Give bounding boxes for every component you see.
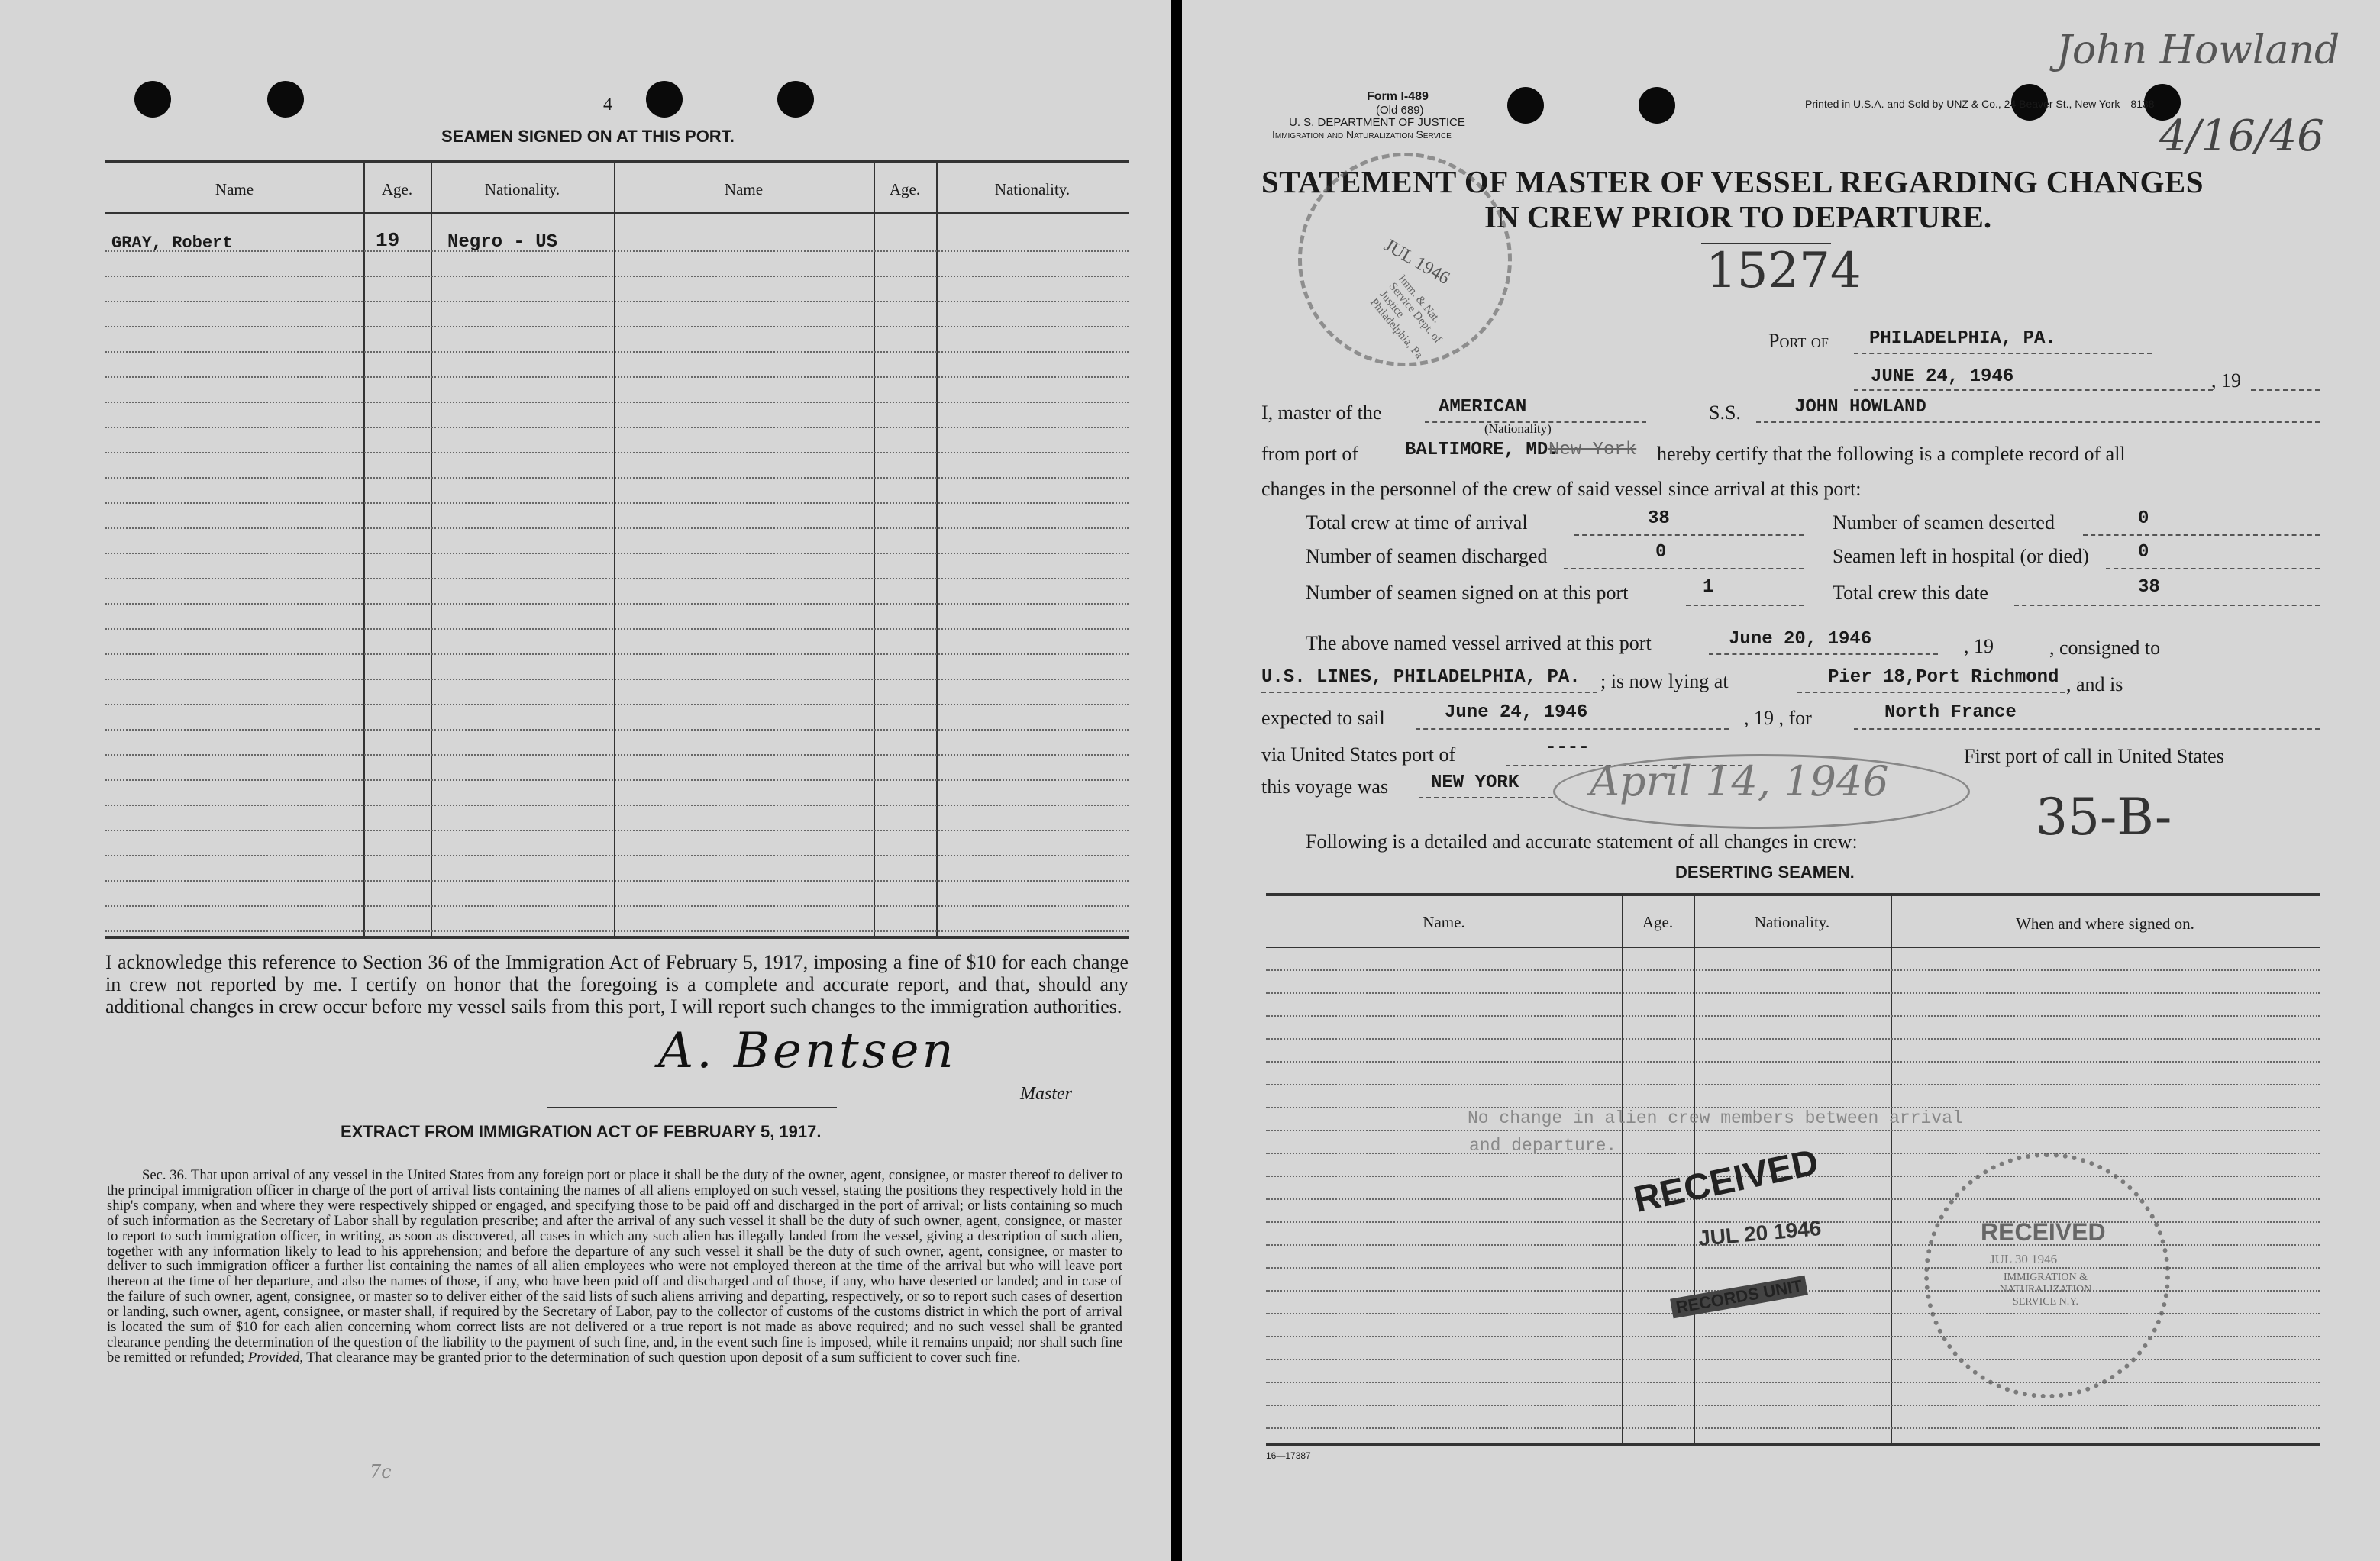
table-row-rule — [105, 578, 1129, 579]
handwritten-vessel-name: John Howland — [2056, 27, 2340, 73]
first-port-label: First port of call in United States — [1964, 745, 2224, 767]
punch-hole — [267, 81, 304, 118]
date-value: JUNE 24, 1946 — [1871, 366, 2014, 387]
hospital-label: Seamen left in hospital (or died) — [1833, 545, 2089, 567]
desert-table-row-rule — [1266, 1038, 2320, 1040]
total-arrival-value: 38 — [1648, 508, 1670, 529]
left-page — [0, 0, 1171, 1561]
consigned-label: , consigned to — [2049, 637, 2161, 659]
total-date-line — [2014, 605, 2320, 606]
signature-caption: Master — [1020, 1084, 1072, 1104]
date-suffix: , 19 — [2211, 369, 2241, 392]
seamen-signed-heading: SEAMEN SIGNED ON AT THIS PORT. — [441, 127, 735, 146]
signature-line — [547, 1107, 837, 1108]
table-row-rule — [105, 628, 1129, 630]
col-header-age: Age. — [381, 180, 413, 198]
extract-section: Sec. 36. — [142, 1167, 188, 1183]
col-header-nationality-2: Nationality. — [994, 180, 1071, 198]
date-line — [1854, 389, 2213, 391]
table-row-rule — [105, 452, 1129, 453]
no-change-note: No change in alien crew members between arrival — [1468, 1108, 1963, 1128]
circle-stamp-word: RECEIVED — [1981, 1218, 2106, 1246]
punch-hole — [777, 81, 814, 118]
deserted-line — [2083, 534, 2320, 536]
certify-text: hereby certify that the following is a complete record of all — [1657, 443, 2126, 465]
form-title-line2: IN CREW PRIOR TO DEPARTURE. — [1484, 199, 1992, 234]
desert-table-row-rule — [1266, 1336, 2320, 1337]
vessel-line — [1756, 421, 2320, 423]
desert-col-age: Age. — [1642, 913, 1674, 931]
table-row-rule — [105, 477, 1129, 479]
arrived-line — [1709, 653, 1938, 655]
for-value: North France — [1884, 702, 2017, 723]
deserted-label: Number of seamen deserted — [1833, 511, 2055, 534]
table-row-rule — [105, 527, 1129, 529]
for-line — [1854, 728, 2320, 730]
acknowledgement-text: I acknowledge this reference to Section 36 of the Immigration Act of February 5, 1917, imposing a fine of $10 for each change in crew not reported by me. I certify on honor that the foregoing is a complete and accurate report, and that, should any additional changes in crew occur before my vessel sails from this port, I will report such changes to the immigration authorities. — [105, 951, 1129, 1018]
table-row-rule — [105, 779, 1129, 781]
table-row-rule — [105, 427, 1129, 428]
port-label: Port of — [1768, 330, 1829, 352]
nationality-caption: (Nationality) — [1484, 421, 1552, 436]
table-row-rule — [105, 855, 1129, 856]
table-row-rule — [105, 805, 1129, 806]
col-header-nationality: Nationality. — [484, 180, 560, 198]
lying-label: ; is now lying at — [1600, 670, 1729, 692]
extract-title: EXTRACT FROM IMMIGRATION ACT OF FEBRUARY 5, 1917. — [341, 1122, 822, 1141]
from-port-struck: New York — [1548, 440, 1637, 460]
desert-table-row-rule — [1266, 1359, 2320, 1360]
following-text: Following is a detailed and accurate statement of all changes in crew: — [1306, 830, 1858, 853]
deserting-heading: DESERTING SEAMEN. — [1675, 863, 1855, 882]
table-row-rule — [105, 830, 1129, 831]
right-page — [1182, 0, 2380, 1561]
expected-line — [1416, 728, 1729, 730]
extract-body — [107, 1168, 1122, 1366]
footer-code: 16—17387 — [1266, 1450, 1311, 1461]
ss-label: S.S. — [1709, 402, 1741, 424]
desert-table-row-rule — [1266, 1405, 2320, 1406]
voyage-line — [1419, 797, 1553, 798]
arrived-year: , 19 — [1964, 635, 1994, 657]
file-number: 15274 — [1706, 243, 1862, 299]
master-signature: A. Bentsen — [658, 1023, 957, 1079]
handwritten-date: 4/16/46 — [2159, 111, 2324, 161]
table-row-rule — [105, 930, 1129, 932]
punch-hole — [1507, 87, 1544, 124]
desert-table-row-rule — [1266, 1198, 2320, 1200]
table-row-rule — [105, 905, 1129, 907]
from-port-value: BALTIMORE, MD. — [1405, 440, 1559, 460]
margin-code: 35-B- — [2036, 788, 2172, 847]
desert-col-nationality: Nationality. — [1754, 913, 1830, 931]
total-date-value: 38 — [2138, 577, 2160, 598]
page-number: 4 — [603, 95, 612, 114]
hospital-value: 0 — [2138, 542, 2149, 563]
table-row-rule — [105, 276, 1129, 277]
punch-hole — [646, 81, 683, 118]
total-arrival-label: Total crew at time of arrival — [1306, 511, 1528, 534]
desert-col-signed-on: When and where signed on. — [2016, 914, 2194, 933]
table-top-rule — [105, 160, 1129, 163]
desert-table-header-rule — [1266, 947, 2320, 948]
punch-hole — [1639, 87, 1675, 124]
received-stamp: RECEIVED — [1630, 1142, 1823, 1221]
table-row-age: 19 — [376, 229, 400, 252]
via-value: ---- — [1545, 737, 1590, 758]
desert-table-bottom-rule — [1266, 1443, 2320, 1446]
table-row-rule — [105, 326, 1129, 327]
table-row-rule — [105, 553, 1129, 554]
desert-table-row-rule — [1266, 1015, 2320, 1017]
printer-line: Printed in U.S.A. and Sold by UNZ & Co., 24 Beaver St., New York—8138 — [1805, 98, 2155, 110]
signed-on-label: Number of seamen signed on at this port — [1306, 582, 1629, 604]
received-date: JUL 20 1946 — [1697, 1216, 1823, 1250]
desert-table-row-rule — [1266, 1427, 2320, 1429]
table-row-rule — [105, 603, 1129, 605]
punch-hole — [134, 81, 171, 118]
signed-on-value: 1 — [1703, 577, 1714, 598]
col-header-age-2: Age. — [889, 180, 921, 198]
table-row-rule — [105, 351, 1129, 353]
top-stamp-text: Imm. & Nat. Service Dept. of Justice Philadelphia, Pa. — [1368, 273, 1444, 363]
for-label: , 19 , for — [1744, 707, 1812, 729]
desert-table-row-rule — [1266, 992, 2320, 994]
hospital-line — [2106, 568, 2320, 569]
desert-table-row-rule — [1266, 1061, 2320, 1063]
desert-table-row-rule — [1266, 969, 2320, 971]
desert-table-row-rule — [1266, 1382, 2320, 1383]
department: U. S. DEPARTMENT OF JUSTICE — [1289, 116, 1465, 129]
signed-on-line — [1686, 605, 1804, 606]
via-label: via United States port of — [1261, 743, 1456, 766]
expected-label: expected to sail — [1261, 707, 1385, 729]
table-row-nationality: Negro - US — [447, 232, 558, 253]
circle-stamp-text: IMMIGRATION & NATURALIZATION SERVICE N.Y. — [1999, 1272, 2092, 1308]
desert-table-row-rule — [1266, 1130, 2320, 1131]
col-header-name-2: Name — [724, 180, 764, 198]
vessel-name: JOHN HOWLAND — [1794, 397, 1926, 418]
deserted-value: 0 — [2138, 508, 2149, 529]
total-date-label: Total crew this date — [1833, 582, 1988, 604]
lying-line — [1797, 692, 2065, 693]
form-title-line1: STATEMENT OF MASTER OF VESSEL REGARDING CHANGES — [1261, 164, 2204, 199]
col-header-name: Name — [215, 180, 254, 198]
table-bottom-rule — [105, 936, 1129, 939]
desert-table-top-rule — [1266, 893, 2320, 896]
voyage-value: NEW YORK — [1431, 772, 1519, 793]
table-row-name: GRAY, Robert — [111, 234, 233, 253]
date-year-line — [2251, 389, 2320, 391]
desert-table-row-rule — [1266, 1084, 2320, 1085]
top-stamp-date: JUL 1946 — [1381, 235, 1453, 289]
discharged-value: 0 — [1655, 542, 1667, 563]
discharged-line — [1564, 568, 1804, 569]
table-row-rule — [105, 653, 1129, 655]
lying-value: Pier 18,Port Richmond — [1828, 667, 2059, 688]
changes-text: changes in the personnel of the crew of said vessel since arrival at this port: — [1261, 478, 1862, 500]
arrived-value: June 20, 1946 — [1729, 629, 1872, 650]
desert-col-divider — [1891, 893, 1892, 1443]
voyage-date-handwritten: April 14, 1946 — [1590, 757, 1889, 805]
no-change-note-2: and departure. — [1469, 1136, 1617, 1156]
extract-text: That upon arrival of any vessel in the United States from any foreign port or place it shall be the duty of the owner, agent, consignee, or master thereof to deliver to the principal immigration officer in charge of the port of arrival lists containing the names of all aliens employed on such vessel, stating the positions they respectively hold in the ship's company, when and where they were respectively shipped or engaged, and specifying those to be paid off and discharged in the port of arrival; or lists containing so much of such information as the Secretary of Labor shall by regulation prescribe; and after the arrival of any such vessel it shall be the duty of such owner, agent, consignee, or master to report to such immigration officer, in writing, as soon as discovered, all cases in which any such alien has illegally landed from the vessel, giving a description of such alien, together with any information likely to lead to his apprehension; and before the departure of any such vessel it shall be the duty of such owner, agent, consignee, or master to deliver to such immigration officer a further list containing the names of all alien employees who were not employed thereon at the time of the arrival but who will leave port thereon at the time of her departure, and also the names of those, if any, who have been paid off and discharged and of those, if any, who have deserted or landed; and in case of the failure of such owner, agent, consignee, or master so to deliver either of the said lists of such aliens arriving and departing, respectively, or so to report such cases of desertion or landing, such owner, agent, consignee, or master shall, if required by the Secretary of Labor, pay to the collector of customs of the customs district in which the port of arrival is located the sum of $10 for each alien concerning whom correct lists are not delivered or a true report is not made as above required; and no such vessel shall be granted clearance pending the determination of the question of the liability to the payment of such fine, and, in the event such fine is imposed, while it remains unpaid; nor shall such fine be remitted or refunded; — [107, 1167, 1122, 1366]
desert-col-name: Name. — [1423, 913, 1465, 931]
circle-stamp-date: JUL 30 1946 — [1990, 1252, 2058, 1266]
table-row-rule — [105, 704, 1129, 705]
total-arrival-line — [1574, 534, 1804, 536]
table-row-rule — [105, 250, 1129, 252]
table-row-rule — [105, 402, 1129, 403]
table-row-rule — [105, 376, 1129, 378]
table-header-rule — [105, 212, 1129, 214]
table-row-rule — [105, 301, 1129, 302]
desert-col-divider — [1622, 893, 1623, 1443]
consignee-line — [1261, 692, 1597, 693]
pencil-note: 7c — [370, 1461, 392, 1482]
table-row-rule — [105, 502, 1129, 504]
table-row-rule — [105, 880, 1129, 882]
and-is-label: , and is — [2066, 673, 2123, 695]
master-prefix: I, master of the — [1261, 402, 1382, 424]
expected-value: June 24, 1946 — [1445, 702, 1588, 723]
old-form-number: (Old 689) — [1376, 104, 1424, 117]
form-number: Form I-489 — [1367, 90, 1429, 103]
table-row-rule — [105, 754, 1129, 756]
nationality-value: AMERICAN — [1439, 397, 1527, 418]
port-line — [1854, 353, 2152, 354]
received-dept: RECORDS UNIT — [1670, 1276, 1808, 1319]
port-value: PHILADELPHIA, PA. — [1869, 328, 2056, 349]
arrived-label: The above named vessel arrived at this port — [1306, 632, 1652, 654]
extract-tail: That clearance may be granted prior to the determination of such question upon deposit of a sum sufficient to cover such fine. — [306, 1349, 1021, 1366]
discharged-label: Number of seamen discharged — [1306, 545, 1548, 567]
voyage-label: this voyage was — [1261, 776, 1389, 798]
service: Immigration and Naturalization Service — [1272, 128, 1452, 140]
table-row-rule — [105, 679, 1129, 680]
from-port-label: from port of — [1261, 443, 1359, 465]
extract-provided: Provided, — [247, 1349, 303, 1366]
table-row-rule — [105, 729, 1129, 731]
consignee-value: U.S. LINES, PHILADELPHIA, PA. — [1261, 667, 1581, 688]
